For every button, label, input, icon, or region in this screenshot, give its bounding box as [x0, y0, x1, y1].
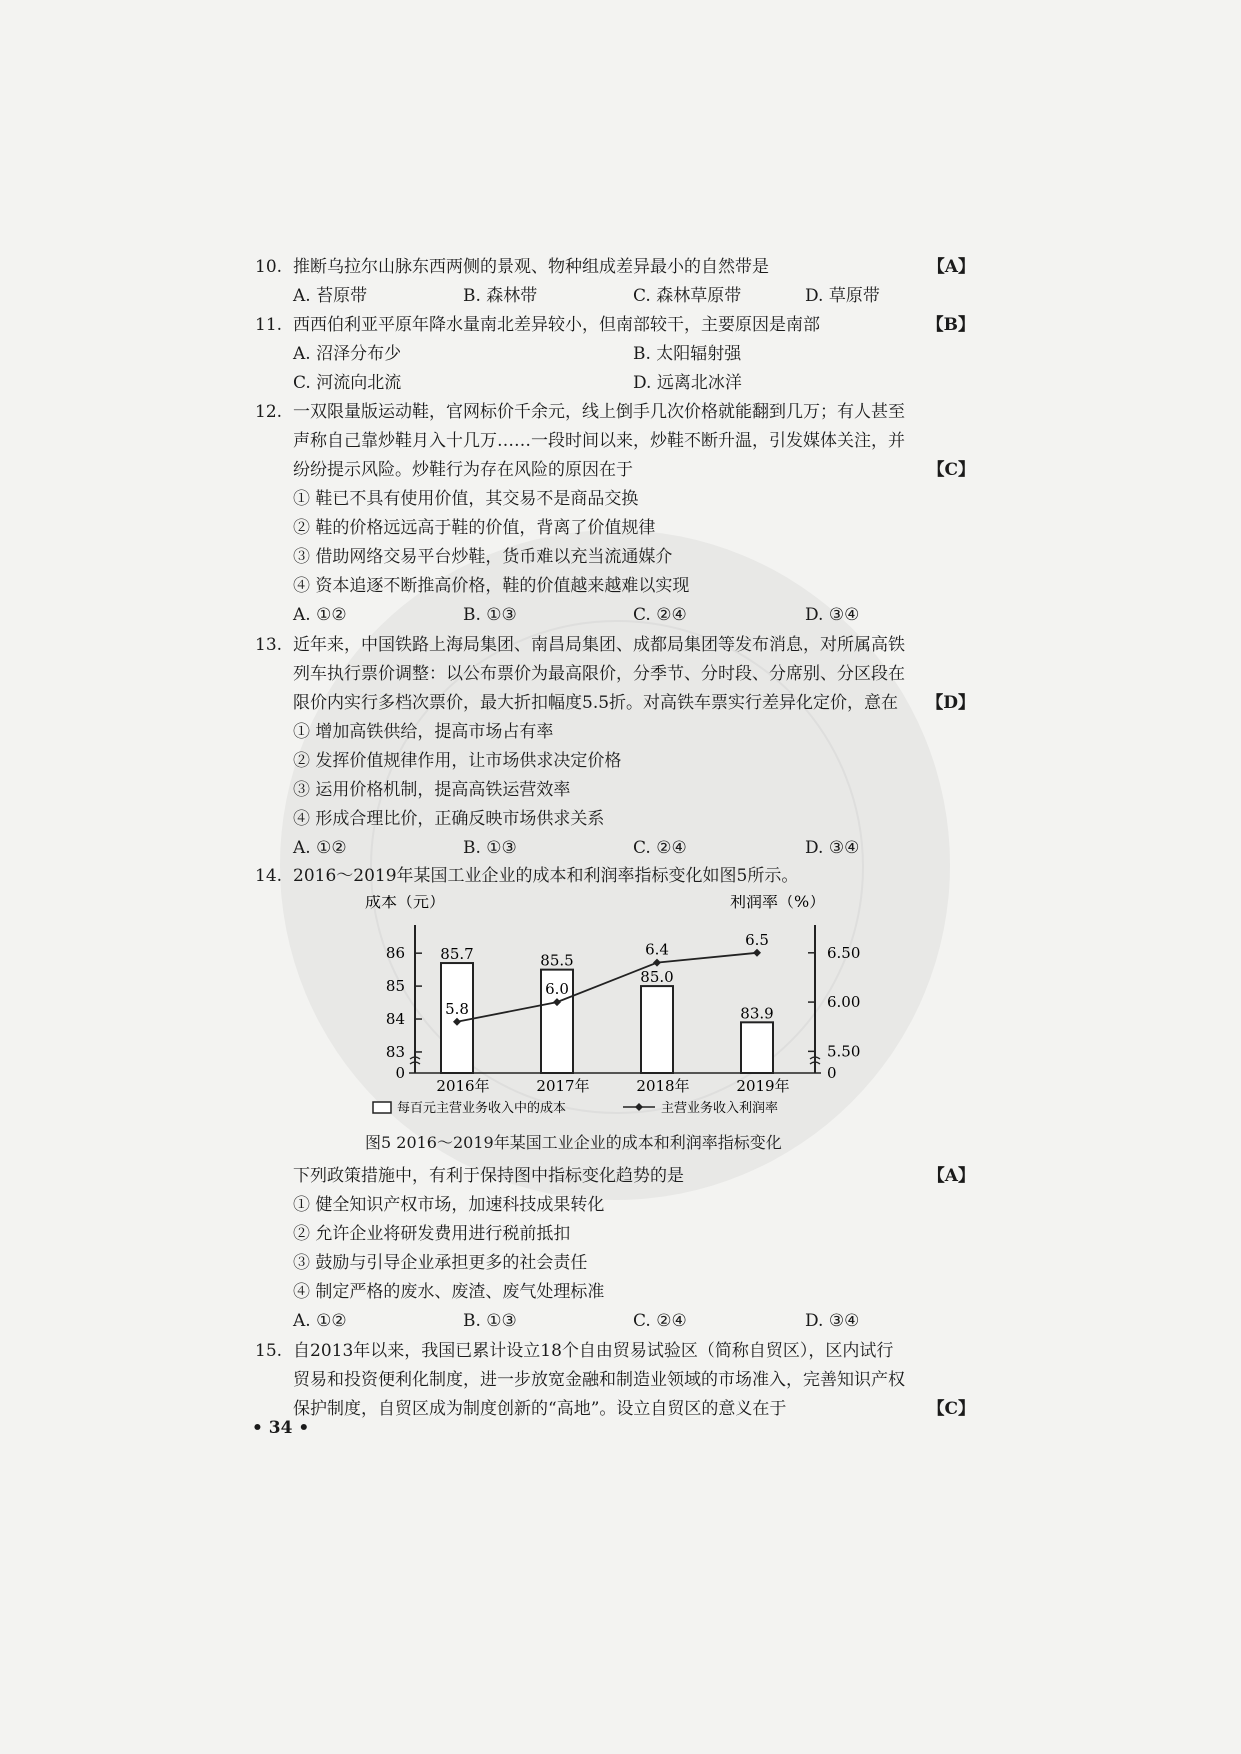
left-tick-label: 83 — [385, 1042, 405, 1061]
legend-line-marker-icon — [635, 1103, 643, 1111]
q13-answer: 【D】 — [926, 693, 975, 713]
q12-answer: 【C】 — [927, 460, 975, 480]
q14-text: 2016～2019年某国工业企业的成本和利润率指标变化如图5所示。 — [293, 866, 799, 886]
q13-option-c: C. ②④ — [633, 838, 687, 858]
legend-bar-label: 每百元主营业务收入中的成本 — [397, 1101, 567, 1116]
right-tick-label: 6.50 — [827, 943, 861, 962]
q11-option-c: C. 河流向北流 — [293, 373, 402, 393]
q10-option-b: B. 森林带 — [463, 286, 538, 306]
cost-bar-label: 85.5 — [540, 951, 574, 970]
x-tick-label: 2017年 — [536, 1077, 590, 1095]
profit-rate-point — [653, 959, 661, 967]
q15-text-line3: 保护制度，自贸区成为制度创新的“高地”。设立自贸区的意义在于 — [293, 1399, 787, 1419]
q13-text-line1: 近年来，中国铁路上海局集团、南昌局集团、成都局集团等发布消息，对所属高铁 — [293, 635, 905, 655]
q14-option-a: A. ①② — [293, 1311, 347, 1331]
x-tick-label: 2019年 — [736, 1077, 790, 1095]
right-tick-label: 6.00 — [827, 993, 861, 1012]
right-axis-label: 利润率（%） — [730, 895, 826, 911]
q13-option-a: A. ①② — [293, 838, 347, 858]
q14-item-1-text: ① 健全知识产权市场，加速科技成果转化 — [293, 1195, 605, 1215]
chart-svg — [365, 895, 885, 1130]
page-number: • 34 • — [252, 1418, 310, 1438]
q12-option-a: A. ①② — [293, 605, 347, 625]
q11-text: 西西伯利亚平原年降水量南北差异较小，但南部较干，主要原因是南部 — [293, 315, 820, 335]
q10-answer: 【A】 — [927, 257, 975, 277]
cost-bar — [741, 1022, 773, 1073]
q10-option-a: A. 苔原带 — [293, 286, 368, 306]
q10-option-c: C. 森林草原带 — [633, 286, 742, 306]
q12-option-d: D. ③④ — [805, 605, 860, 625]
q12-text-line2: 声称自己靠炒鞋月入十几万……一段时间以来，炒鞋不断升温，引发媒体关注，并 — [293, 431, 905, 451]
q14-option-b: B. ①③ — [463, 1311, 517, 1331]
q13-option-d: D. ③④ — [805, 838, 860, 858]
q12-number: 12. — [255, 402, 283, 422]
q11-answer: 【B】 — [926, 315, 975, 335]
left-tick-label: 85 — [385, 977, 405, 996]
q13-number: 13. — [255, 635, 283, 655]
q10-text: 推断乌拉尔山脉东西两侧的景观、物种组成差异最小的自然带是 — [293, 257, 769, 277]
left-tick-label: 86 — [385, 944, 405, 963]
q12-item-1-text: ① 鞋已不具有使用价值，其交易不是商品交换 — [293, 489, 639, 509]
profit-rate-line — [457, 953, 757, 1022]
q15-text-line2: 贸易和投资便利化制度，进一步放宽金融和制造业领域的市场准入，完善知识产权 — [293, 1370, 905, 1390]
x-tick-label: 2016年 — [436, 1077, 490, 1095]
q13-item-3-text: ③ 运用价格机制，提高高铁运营效率 — [293, 780, 571, 800]
x-tick-label: 2018年 — [636, 1077, 690, 1095]
q12-option-b: B. ①③ — [463, 605, 517, 625]
q11-option-b: B. 太阳辐射强 — [633, 344, 742, 364]
q14-item-4-text: ④ 制定严格的废水、废渣、废气处理标准 — [293, 1282, 605, 1302]
left-tick-label: 84 — [385, 1010, 405, 1029]
q11-option-a: A. 沼泽分布少 — [293, 344, 402, 364]
q11-number: 11. — [255, 315, 283, 335]
q10-number: 10. — [255, 257, 283, 277]
q14-option-c: C. ②④ — [633, 1311, 687, 1331]
q11-option-d: D. 远离北冰洋 — [633, 373, 742, 393]
q12-text-line1: 一双限量版运动鞋，官网标价千余元，线上倒手几次价格就能翻到几万；有人甚至 — [293, 402, 905, 422]
q15-answer: 【C】 — [927, 1399, 975, 1419]
q14-item-2-text: ② 允许企业将研发费用进行税前抵扣 — [293, 1224, 571, 1244]
figure-5-chart — [365, 895, 885, 1155]
q15-text-line1: 自2013年以来，我国已累计设立18个自由贸易试验区（简称自贸区），区内试行 — [293, 1341, 894, 1361]
q13-item-2-text: ② 发挥价值规律作用，让市场供求决定价格 — [293, 751, 622, 771]
q14-prompt-text: 下列政策措施中，有利于保持图中指标变化趋势的是 — [293, 1166, 684, 1186]
q14-number: 14. — [255, 866, 283, 886]
q13-text-line3: 限价内实行多档次票价，最大折扣幅度5.5折。对高铁车票实行差异化定价，意在 — [293, 693, 899, 713]
left-tick-label: 0 — [395, 1064, 405, 1082]
cost-bar-label: 85.7 — [440, 945, 474, 964]
q12-option-c: C. ②④ — [633, 605, 687, 625]
q12-text-line3: 纷纷提示风险。炒鞋行为存在风险的原因在于 — [293, 460, 633, 480]
q13-item-1-text: ① 增加高铁供给，提高市场占有率 — [293, 722, 554, 742]
cost-bar-label: 85.0 — [640, 968, 674, 987]
profit-rate-label: 6.4 — [645, 940, 669, 959]
legend-line-label: 主营业务收入利润率 — [661, 1101, 779, 1116]
q12-item-2-text: ② 鞋的价格远远高于鞋的价值，背离了价值规律 — [293, 518, 656, 538]
q10-option-d: D. 草原带 — [805, 286, 880, 306]
profit-rate-label: 6.5 — [745, 930, 769, 949]
q14-answer: 【A】 — [927, 1166, 975, 1186]
profit-rate-point — [753, 949, 761, 957]
right-tick-label: 0 — [827, 1064, 837, 1082]
legend-bar-swatch — [373, 1102, 391, 1113]
q13-option-b: B. ①③ — [463, 838, 517, 858]
q12-item-4-text: ④ 资本追逐不断推高价格，鞋的价值越来越难以实现 — [293, 576, 690, 596]
cost-bar — [641, 986, 673, 1073]
cost-bar-label: 83.9 — [740, 1004, 774, 1023]
q13-item-4-text: ④ 形成合理比价，正确反映市场供求关系 — [293, 809, 605, 829]
right-tick-label: 5.50 — [827, 1042, 861, 1061]
profit-rate-label: 5.8 — [445, 999, 469, 1018]
left-axis-label: 成本（元） — [365, 895, 446, 911]
q14-option-d: D. ③④ — [805, 1311, 860, 1331]
profit-rate-label: 6.0 — [545, 980, 569, 999]
figure-caption: 图5 2016～2019年某国工业企业的成本和利润率指标变化 — [365, 1133, 782, 1152]
q14-item-3-text: ③ 鼓励与引导企业承担更多的社会责任 — [293, 1253, 588, 1273]
q13-text-line2: 列车执行票价调整：以公布票价为最高限价，分季节、分时段、分席别、分区段在 — [293, 664, 905, 684]
q12-item-3-text: ③ 借助网络交易平台炒鞋，货币难以充当流通媒介 — [293, 547, 673, 567]
q15-number: 15. — [255, 1341, 283, 1361]
